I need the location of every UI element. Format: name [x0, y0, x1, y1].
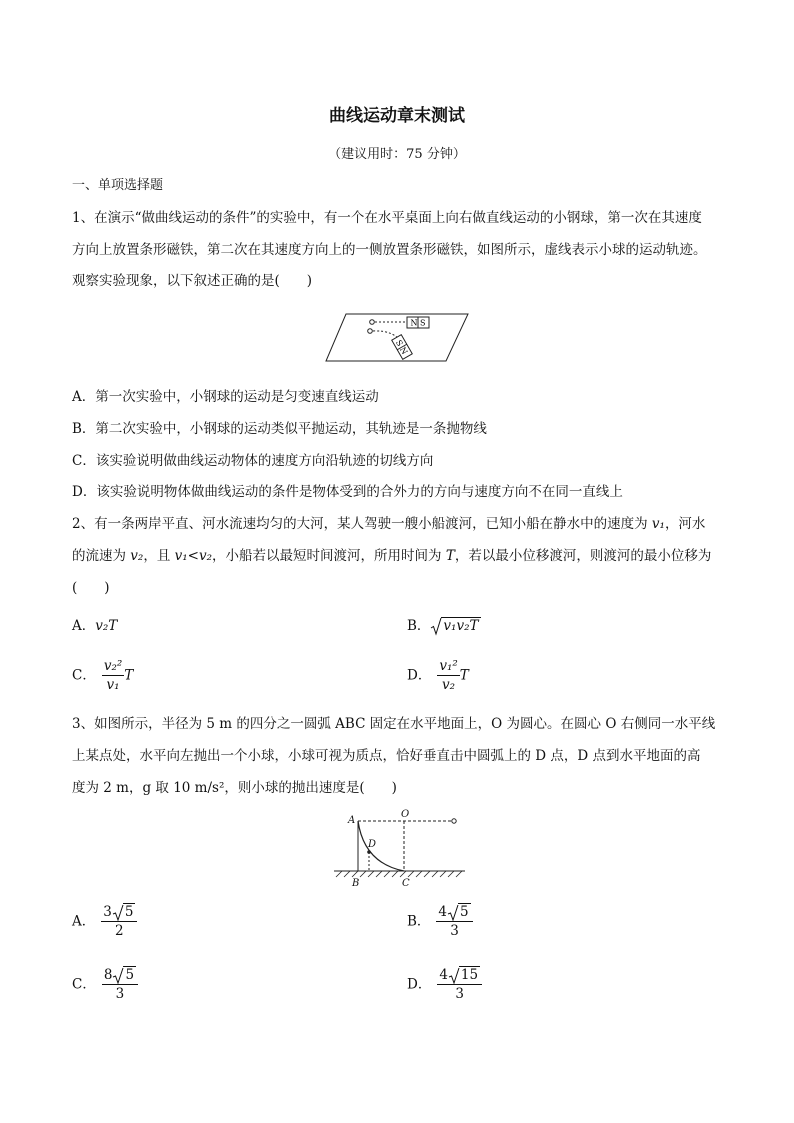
q2-text-line3: ( ) [72, 580, 110, 596]
q1-option-d: D．该实验说明物体做曲线运动的条件是物体受到的合外力的方向与速度方向不在同一直线上 [72, 484, 623, 500]
q2-v1ltv2: v₁<v₂ [174, 548, 213, 564]
sqrt-symbol: 5 [112, 903, 136, 921]
q3-text-line3: 度为 2 m，g 取 10 m/s²，则小球的抛出速度是( ) [72, 780, 397, 796]
q2-text-line2: 的流速为 v₂，且 v₁<v₂，小船若以最短时间渡河，所用时间为 T，若以最小位移渡河，则渡河的最小位移为 [72, 548, 712, 564]
label-A: A [348, 815, 356, 826]
q2-v1: v₁ [651, 516, 665, 532]
q3-arc-figure [332, 807, 467, 889]
q3-option-d: D． 4 15 3 [407, 966, 482, 1006]
page-subtitle: （建议用时：75 分钟） [328, 147, 466, 162]
magnet2-label: S N [393, 338, 410, 357]
q1-option-a: A．第一次实验中，小钢球的运动是匀变速直线运动 [72, 389, 379, 405]
q2-option-a: A．v₂T [72, 618, 118, 634]
page-title: 曲线运动章末测试 [329, 106, 465, 126]
label-B: B [352, 878, 360, 889]
q2-v2: v₂ [130, 548, 144, 564]
q2-option-c: C． $\frac{\text{v₂²}}{\text{v₁}}$ T [72, 658, 134, 693]
q1-option-c: C．该实验说明做曲线运动物体的速度方向沿轨迹的切线方向 [72, 453, 434, 469]
q1-option-b: B．第二次实验中，小钢球的运动类似平抛运动，其轨迹是一条抛物线 [72, 421, 487, 437]
q3-option-b: B． 4 5 3 [407, 903, 473, 943]
q1-text-line2: 方向上放置条形磁铁，第二次在其速度方向上的一侧放置条形磁铁，如图所示，虚线表示小球的运动轨迹。 [72, 242, 707, 258]
sqrt-symbol: v₁v₂T [430, 616, 480, 636]
q1-text-line3: 观察实验现象，以下叙述正确的是( ) [72, 273, 313, 289]
label-C: C [402, 878, 410, 889]
q3-option-a: A． 3 5 2 [72, 903, 137, 943]
sqrt-symbol: 15 [448, 966, 480, 984]
q3-text-line1: 3、如图所示，半径为 5 m 的四分之一圆弧 ABC 固定在水平地面上，O 为圆心。在圆心 O 右侧同一水平线 [72, 716, 716, 732]
label-O: O [401, 809, 410, 820]
q3-text-line2: 上某点处，水平向左抛出一个小球，小球可视为质点，恰好垂直击中圆弧上的 D 点，D 点到水平地面的高 [72, 748, 701, 764]
label-D: D [368, 839, 377, 850]
q1-magnet-figure [324, 311, 470, 363]
q2-T: T [445, 548, 455, 564]
sqrt-symbol: 5 [447, 903, 471, 921]
q2-text-line1: 2、有一条两岸平直、河水流速均匀的大河，某人驾驶一艘小船渡河，已知小船在静水中的速度为 v₁，河水 [72, 516, 706, 532]
q2-option-d: D． $\frac{\text{v₁²}}{\text{v₂}}$ T [407, 658, 469, 693]
q3-option-c: C． 8 5 3 [72, 966, 138, 1006]
q1-text-line1: 1、在演示“做曲线运动的条件”的实验中，有一个在水平桌面上向右做直线运动的小钢球，第一次在其速度 [72, 210, 702, 226]
magnet1-label: N S [410, 318, 426, 328]
sqrt-symbol: 5 [112, 966, 136, 984]
q2-option-b: B． v₁v₂T [407, 618, 479, 634]
section-heading: 一、单项选择题 [72, 178, 164, 193]
